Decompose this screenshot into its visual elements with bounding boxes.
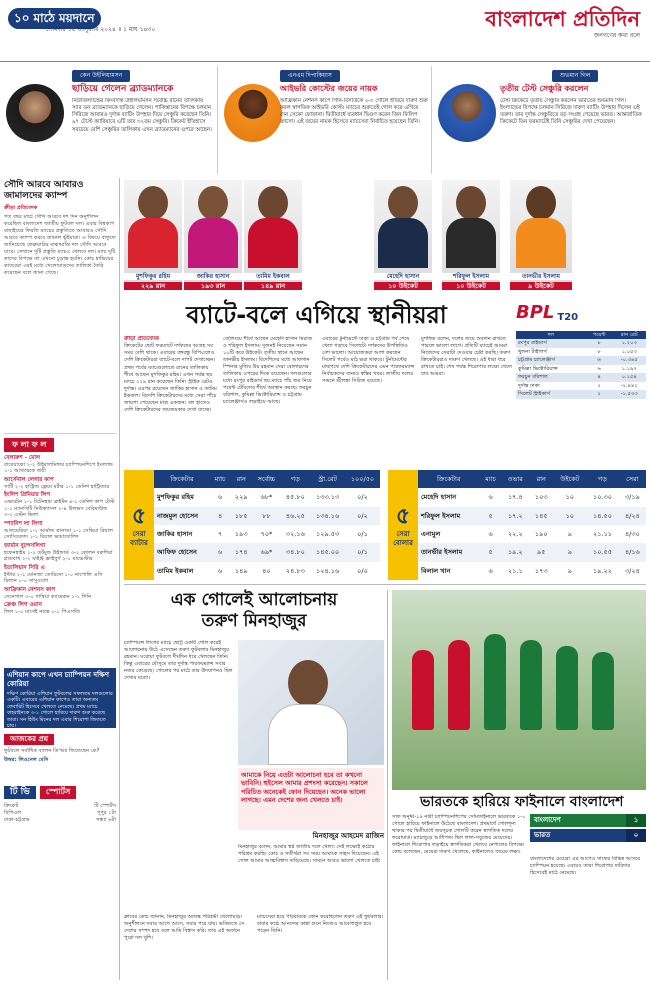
bowlers-table [418, 470, 646, 580]
player-figure [520, 640, 542, 730]
story-text: টেস্ট ক্রিকেটে তৃতীয় সেঞ্চুরি করলেন ভারতের শুভমান গিল। ইংল্যান্ডের বিপক্ষে চলমান সিরিজে দারুণ ব্যাটিং উপহার দিলেন এই তরুণ। তার দুর্দান্ত সেঞ্চুরিতে বড় সংগ্রহ পেয়েছে ভারত। আন্তর্জাতিক ক্রিকেটে তিন ফরম্যাটেই তিনি সেঞ্চুরির দেখা পেয়েছেন। [500, 98, 642, 126]
player-jersey [268, 704, 348, 765]
story-text: নিউজিল্যান্ডের কিংবদন্তি উইলিয়ামসন সর্বোচ্চ রানের তালিকায় স্যার ডন ব্র্যাডম্যানকে ছাড়িয়ে গেলেন। পাকিস্তানের বিপক্ষে চলমান সিরিজে আবারও দুর্দান্ত ব্যাটিং উপহার দিয়ে সেঞ্চুরি করেছেন তিনি। ৯৭ টেস্টে ক্যারিয়ারে এটি তার ৩২তম সেঞ্চুরি। ক্রিকেট ইতিহাসে সবচেয়ে বেশি সেঞ্চুরির তালিকায় এখন ব্র্যাডম্যানের ওপরে আছেন। [72, 98, 212, 133]
player-jersey [446, 218, 496, 268]
main-headline: ব্যাটে-বলে এগিয়ে স্থানীয়রা [186, 301, 447, 329]
table-header: দল পয়েন্ট রান রেট [516, 331, 646, 340]
player-photo [6, 84, 64, 142]
headline-line-1: এক গোলেই আলোচনায় [170, 590, 338, 610]
story-headline: ছাড়িয়ে গেলেন ব্র্যাডম্যানকে [72, 84, 174, 94]
story-headline: সৌদি আরবে আবারও জামালদের ক্যাম্প [4, 180, 84, 201]
table-row: কুমিল্লা ভিক্টোরিয়ান্স ৬ ১.১৯৭ [518, 365, 637, 372]
tv-label: টি ভি [4, 786, 36, 799]
story-headline: তৃতীয় টেস্ট সেঞ্চুরি করলেন [500, 84, 589, 93]
table-row: নাজমুল হোসেন ৪ ১৮৫ ৮৮ ৪৬.২৫ ১৩৪.১৬ ০/২ [154, 507, 380, 525]
result-item: আর্সেনাল লেগার কাপ সার্টি ২-২ হার্ট্রিজ ফ্লেমে মর্টার ১-১ ডেনিশ হার্ট্রিজার [4, 476, 110, 490]
minhaj-col-1: চ্যাম্পিয়ন্স লিগের ম্যাচে ছোট্ট একটি গোল করেই আলোচনায় উঠে এসেছেন তরুণ ফুটবলার মিনহাজুর রহমান। ঘরোয়া ফুটবলে দীর্ঘদিন ধরে খেলছেন তিনি। কিন্তু এবারের মৌসুমে তার দুর্দান্ত পারফরম্যান্স সবার নজর কেড়েছে। গোলের পর মাঠে তার উদযাপনও ছিল দেখার মতো। [124, 640, 233, 682]
tv-row: ক্রিকেট টি স্পোর্টস [4, 803, 116, 810]
table-row: তামিম ইকবাল ৬ ১৪৯ ৪০ ২৪.৮৩ ১২৪.১৬ ০/০ [157, 566, 368, 575]
result-item: জার্মান বুন্দেসলিগা হফেনহাইম ১-২ ডর্টমুন্ড উইন্ডার্ড ৩-২ কোলন বরুশিয়া গ্লাডবাখ ২-২ মাইঞ্জ ফ্রাইবুর্গ ২-১ মাঞ্চেস্টার [4, 542, 113, 563]
kicker: কেন উইলিয়ামসন [72, 70, 130, 82]
player-jersey [128, 218, 178, 268]
box-headline: এশিয়ান কাপে এখন চ্যাম্পিয়ন দক্ষিণ কোরিয়া [7, 671, 109, 688]
main-story-body [124, 336, 514, 466]
minhaj-headline [124, 590, 384, 633]
tv-sports-label: স্পোর্টস [40, 786, 76, 799]
result-item: ইংলিশ প্রিমিয়ার লিগ এভারটন ১-১ টটেনহাম ব্রাইটন ৪-১ ডেনিশ কাপ টেস্ট ১-১ ম্যানসিটি নিউক্যাসল ২-৪ উলভস বেবিমাউন্ড ৩-২ এস্টন ভিলা [4, 492, 115, 519]
player-card: মেহেদি হাসান ১০ উইকেট [374, 180, 432, 290]
result-item: ফ্রেঞ্চ লিগ ওয়ান লিল ১-০ মার্সেই নান্তে ০-১ পিএসজি [4, 602, 81, 616]
player-jersey [516, 218, 566, 268]
page-number: ১০ [14, 11, 30, 25]
table-row: খুলনা টাইগার্স ৮ ১.০৫৩ [518, 348, 637, 355]
player-figure [412, 650, 434, 730]
table-row: রংপুর রাইডার্স ৮ ১.২০৩ [516, 339, 646, 348]
player-head [198, 186, 228, 220]
logo-text: বাংলাদেশ প্রতিদিন [485, 6, 640, 31]
result-item: ইতালিয়ান সিরি এ ইন্টার ২-১ মোনজা তোরিনো ১-০ নাপোলি এসি মিলান ০-০ সাসুওলো [4, 564, 103, 585]
tv-row: ঢাকা-চট্টগ্রাম সন্ধ্যা ৬টা [4, 817, 116, 824]
standings-table [516, 331, 646, 399]
bowlers-badge: ৫ সেরা বোলার [388, 470, 418, 580]
newspaper-logo [485, 6, 640, 40]
player-head [258, 186, 288, 220]
table-row: শরিফুল ইসলাম ৫ ১৭.২ ১৪৫ ১০ ১৪.৫০ ৪/২৪ [418, 507, 646, 525]
quote-text: আমাকে নিয়ে এতটা আলোচনা হবে তা কখনো ভাবিনি। হুইসেল আমার প্রশংসা করেছেন। সকালে পরিচিত অনেকেই ফোন দিয়েছেন। অনেক ভালো লাগছে। এমন দেশের জন্য খেলতে চাই। [241, 771, 368, 805]
publication-date: সোমবার ১৫ জানুয়ারি ২০২৪ ॥ ১ মাঘ ১৪৩০ [46, 26, 156, 33]
story-column: মুশফিক বলেন, দলের জয়ে অবদান রাখতে পারলে ভালো লাগে। প্রতিটি ম্যাচেই আমরা নিজেদের সেরাটা দেওয়ার চেষ্টা করছি। তরুণ ক্রিকেটাররাও দারুণ খেলছে। এই ধারা ধরে রাখতে চাই। শেষ পর্যন্ত শিরোপার লক্ষ্যে খেলে যাব আমরা। [421, 336, 512, 378]
section-divider [124, 584, 646, 585]
story-column [124, 336, 217, 466]
story-column: বোলিংয়ে শীর্ষে আছেন মেহেদি হাসান মিরাজ ও শরিফুল ইসলাম। দুজনই নিয়েছেন সমান ১০টি করে উইকেট। তৃতীয় স্থানে আছেন তানভীর ইসলাম। বিদেশিদের মধ্যে আফগান স্পিনার মুজিব উর রহমান সেরা বোলারদের তালিকায় ওপরের দিকে রয়েছেন। দলগুলোর মধ্যে রংপুর রাইডার্স ছয় ম্যাচে পাঁচ জয় নিয়ে পয়েন্ট টেবিলের শীর্ষে অবস্থান করছে। ফরচুন বরিশাল, কুমিল্লা ভিক্টোরিয়ান্স ও চট্টগ্রাম চ্যালেঞ্জার্সও লড়াইয়ে আছে। [223, 336, 313, 406]
table-row: ফরচুন বরিশাল ৪ ০.২৫৪ [516, 373, 646, 382]
score-row: বাংলাদেশ ১ [530, 814, 646, 827]
story-text: ক্রিকেটের ছোট ফরম্যাটে দর্শকদের আগ্রহ সব সময় বেশি থাকে। এবারের বঙ্গবন্ধু বিপিএলেও দেশি ক্রিকেটাররা ব্যাটে-বলে দাপট দেখাচ্ছেন। প্রথম পর্বের ম্যাচগুলোতে রানের তালিকায় শীর্ষে আছেন মুশফিকুর রহিম। এখন পর্যন্ত ছয় ম্যাচে ২২৯ রান করেছেন তিনি। স্ট্রাইক রেটও দুর্দান্ত। এরপর রয়েছেন জাকির হাসান ও তামিম ইকবাল। বিদেশি ক্রিকেটারদের মধ্যে সেরা পাঁচে জায়গা পেয়েছেন মাত্র একজন। বল হাতেও দেশি ক্রিকেটারদের জয়জয়কার দেখা যাচ্ছে। [124, 343, 217, 413]
player-jersey [248, 218, 298, 268]
player-photo [224, 84, 282, 142]
table-row: সিলেট স্ট্রাইকার্স ২ -১.৫৩৩ [516, 390, 646, 399]
table-row: মেহেদি হাসান ৬ ১৭.৪ ১০৩ ১০ ১০.৩০ ৩/১৯ [421, 493, 640, 502]
player-figure [556, 646, 578, 730]
bpl-logo: BPL T20 [516, 302, 579, 323]
quiz-answer: উত্তর: লিওনেল মেসি [4, 756, 49, 763]
result-item: স্প্যানিশ লা লিগা আলমেরিয়া ১-১ আর্মান্ড গ্রানাডা ১-১ সেভিয়া রিয়াল সোসিয়েদাদ ১-১ রিয়াল ভায়াদোলিদ [4, 520, 113, 541]
kicker: শুভমান গিল [552, 70, 598, 82]
minhaj-quote-box [238, 768, 384, 830]
reporter: ক্রীড়া প্রতিবেদক [4, 204, 38, 211]
table-row: জাকির হাসান ৭ ১৯৩ ৭০* ৩২.১৬ ১২৯.৫৩ ০/১ [157, 530, 368, 539]
column-divider [119, 178, 120, 980]
women-story-text: সাফ অনূর্ধ্ব-১৯ নারী চ্যাম্পিয়নশিপের সেমিফাইনালে ভারতকে ১-০ গোলে হারিয়ে ফাইনালে উঠেছে বাংলাদেশ। প্রথমার্ধে গোলশূন্য থাকার পর দ্বিতীয়ার্ধে জয়সূচক গোলটি করেন স্বাগতিক দলের ফরোয়ার্ড। ম্যাচজুড়ে আধিপত্য ছিল লাল-সবুজের মেয়েদের। ফাইনালে শিরোপার লড়াইয়ে স্বাগতিকরা খেলবে নেপালের বিপক্ষে। কোচ বলেছেন, মেয়েরা দারুণ খেলেছে, ফাইনালেও জয়ের লক্ষ্য। [392, 814, 526, 856]
player-head [388, 186, 418, 220]
player-card: মুশফিকুর রহিম ২২৯ রান [124, 180, 182, 290]
results-box [4, 433, 116, 663]
player-head [526, 186, 556, 220]
player-head [288, 660, 328, 706]
table-row: মুশফিকুর রহিম ৬ ২২৯ ৬৮* ৪৫.৮০ ১৩৩.১৩ ০/২ [157, 493, 368, 502]
box-text: দক্ষিণ কোরিয়া এশিয়ান ফুটবলের সফলতম দলগুলোর একটি। এবারের এশিয়ান কাপেও তারা অন্যতম ফেবারিট হিসেবে খেলতে নেমেছে। প্রথম ম্যাচে বাহরাইনকে ৩-১ গোলে হারিয়ে দারুণ শুরু করেছে তারা। সন হিউং মিনের দল এবার শিরোপা জিততে চায়। [7, 690, 113, 728]
player-card: তানভীর ইসলাম ৯ উইকেট [510, 180, 572, 290]
player-figure [592, 652, 614, 730]
page-header [0, 0, 650, 62]
women-team-photo [392, 590, 646, 790]
table-header: ক্রিকেটার ম্যাচ রান সর্বোচ্চ গড় স্ট্রা.রেট ১০০/৫০ [154, 470, 380, 488]
women-headline: ভারতকে হারিয়ে ফাইনালে বাংলাদেশ [420, 794, 624, 810]
minhaj-photo [238, 640, 384, 765]
batters-badge: ৫ সেরা ব্যাটার [124, 470, 154, 580]
minhaj-col-3: ক্লাবের কোচ জানান, মিনহাজুর অত্যন্ত পরিশ্রমী খেলোয়াড়। অনুশীলনে সবার আগে আসে, সবার পরে যায়। ভবিষ্যতে সে দেশের সম্পদ হবে বলে আমি বিশ্বাস করি। তার এই অর্জনে পুরো দল খুশি। ম্যাচসেরা হয়ে পরিবারকে ফোন করেছিলেন তরুণ এই ফুটবলার। বাবার কণ্ঠে আনন্দের কান্না শুনে নিজেও আবেগাপ্লুত হয়ে পড়েন তিনি। [124, 914, 384, 942]
top-batters [124, 470, 380, 580]
player-strip [124, 180, 646, 292]
story-text: গত বছর মার্চে সৌদি আরবে দশ দিন অনুশীলন করেছিল বাংলাদেশ জাতীয় ফুটবল দল। এবার বিশ্বকাপ বাছাইয়ের ফিরতি ম্যাচের প্রস্তুতিতে আবারও সৌদি আরবে ক্যাম্প করবে জামাল ভূঁইয়ারা। এ বিষয়ে বাফুফে জানিয়েছে ফেব্রুয়ারির মাঝামাঝি দল সৌদি আরবে যাবে। সেখানে দুটি প্রস্তুতি ম্যাচও খেলবে দল। ম্যাচ দুটি কাদের বিপক্ষে তা এখনো চূড়ান্ত হয়নি। কোচ হাভিয়ের কাবরেরা এরই মধ্যে খেলোয়াড়দের তালিকা তৈরি করেছেন বলে জানা গেছে। [4, 213, 116, 276]
tv-box [4, 786, 116, 980]
result-item: বেলারুশ - মোল বারেয়াকো ২-২ উইরালমিঙ্গার চ্যাম্পিয়নশিপে ইংল্যান্ড ১-১ আজারকে জয়ী [4, 455, 114, 475]
tv-row: বিপিএল দুপুর ১টা [4, 810, 116, 817]
result-item: আফ্রিকান নেশনস কাপ সেনেগাল ৩-০ গাম্বিয়া ক্যামেরুন ১-১ গিনি [4, 586, 92, 600]
reporter: ক্রীড়া প্রতিবেদক [124, 336, 159, 342]
bpl-standings [516, 302, 646, 470]
saudi-camp-story [4, 180, 116, 398]
women-scoreboard [530, 814, 646, 852]
results-title: ফ লা ফ ল [4, 438, 54, 452]
top-story-gill [432, 66, 650, 174]
headline-line-2: তরুণ মিনহাজুর [201, 611, 307, 632]
table-row: বিলাল খান ৬ ২১.১ ১৭৩ ৯ ১৯.২২ ৩/২৪ [421, 566, 640, 575]
kicker: এনএম দিপাকিয়াস [280, 70, 340, 82]
player-jersey [378, 218, 428, 268]
top-story-ivory-coast [218, 66, 432, 174]
minhaj-col-2: মিনহাজুর বলেন, আমার স্বপ্ন জাতীয় দলে খেলা। সেই লক্ষ্যেই কঠোর পরিশ্রম করছি। কোচ ও সতীর্থরা সব সময় আমাকে সাহস দিয়েছেন। এই গোল আমার আত্মবিশ্বাস বাড়িয়েছে। সামনে আরও ভালো খেলতে চাই। [238, 844, 381, 865]
table-row: আফিফ হোসেন ৬ ১৭৪ ৬৯* ৩৪.৮০ ১৪৫.০০ ০/১ [154, 543, 380, 561]
player-figure [484, 634, 506, 730]
story-headline: আইভরি কোস্টের জয়ের নায়ক [280, 84, 378, 93]
tv-schedule [4, 803, 116, 824]
table-row: দুর্দান্ত ঢাকা ২ -২.৪৪২ [518, 382, 638, 389]
tv-title-row [4, 786, 116, 799]
table-header: ক্রিকেটার ম্যাচ ওভার রান উইকেট গড় সেরা [418, 470, 646, 488]
player-jersey [188, 218, 238, 268]
table-row: চট্টগ্রাম চ্যালেঞ্জার্স ৬ -০.৩৪৫ [516, 356, 646, 365]
women-side-text: বাংলাদেশের মেয়েরা এর আগেও সাফের বিভিন্ন আসরে চ্যাম্পিয়ন হয়েছে। এবারও তারা শিরোপার দাবিদার হিসেবেই মাঠে নেমেছে। [530, 856, 641, 877]
player-card: তামিম ইকবাল ১৪৯ রান [244, 180, 302, 290]
quote-author: মিনহাজুর আহমেদ রাজিন [312, 832, 384, 840]
player-card: শরিফুল ইসলাম ১০ উইকেট [442, 180, 500, 290]
quiz-question: ফুটবলে সর্বাধিক ব্যালন ডি'অর জিতেছেন কে? [4, 747, 100, 754]
top-bowlers [388, 470, 646, 580]
batters-table [154, 470, 380, 580]
section-name: মাঠে ময়দানে [33, 11, 95, 25]
player-card: জাকির হাসান ১৯৩ রান [184, 180, 242, 290]
column-divider [387, 590, 388, 980]
korea-box [4, 668, 116, 728]
player-head [456, 186, 486, 220]
player-photo [438, 84, 496, 142]
player-head [138, 186, 168, 220]
player-figure [448, 640, 470, 730]
score-row: ভারত ০ [530, 829, 646, 842]
top-story-williamson [0, 66, 218, 174]
quiz-title: আজকের প্রশ্ন [4, 734, 54, 745]
story-column: এবারের টুর্নামেন্টে ঢাকা ও চট্টগ্রাম পর্ব শেষে খেলা গড়াবে সিলেটে। দর্শকদের উপস্থিতিও বেশ ভালো। আয়োজকরা আশা করছেন সিলেট পর্বেও মাঠ ভরা থাকবে। টুর্নামেন্টের মাঝপথে দেশি ক্রিকেটারদের এমন পারফরম্যান্স নির্বাচকদের জন্যও স্বস্তির খবর। জাতীয় দলের সামনে শ্রীলঙ্কা সিরিজ রয়েছে। [322, 336, 415, 385]
story-text: আফ্রিকান নেশনস কাপে গিনি-বিসাউকে ২-০ গোলে হারিয়ে দারুণ শুরু করল স্বাগতিক আইভরি কোস্ট। ম্যাচের শুরুতেই গোল করে এগিয়ে দেন সেকো ফোফানা। দ্বিতীয়ার্ধে ব্যবধান দ্বিগুণ করেন জিন ফিলিপ ক্রাসো। এই জয়ের নায়ক হিসেবে ম্যাচসেরা নির্বাচিত হয়েছেন তিনি। [280, 98, 428, 126]
table-row: তানভীর ইসলাম ৫ ১৯.২ ৯৫ ৯ ১০.৫৫ ৪/১৬ [418, 543, 646, 561]
quiz-box [4, 734, 116, 780]
table-row: এনামুল ৬ ২২.২ ১৯০ ৯ ২১.১১ ৪/৩০ [421, 530, 640, 539]
logo-tagline: জনগণের কথা বলে [593, 32, 640, 40]
